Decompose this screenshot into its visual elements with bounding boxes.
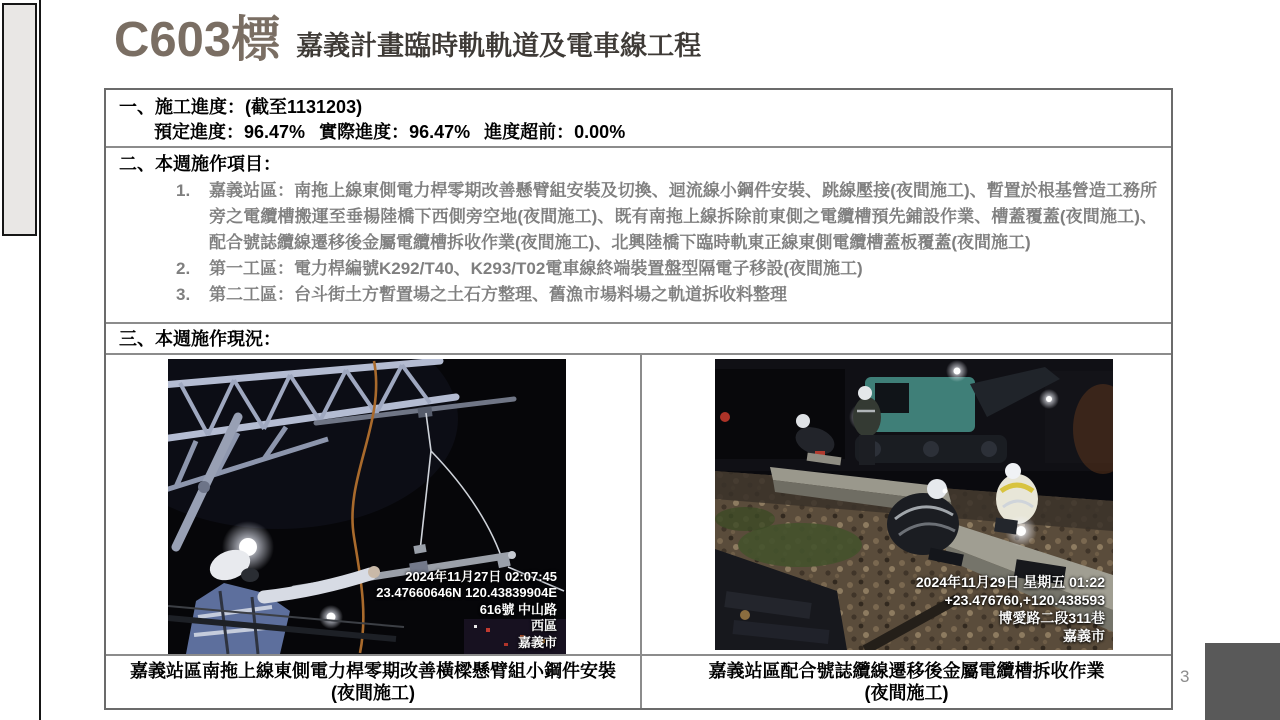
list-item-text: 第一工區：電力桿編號K292/T40、K293/T02電車線終端裝置盤型隔電子移設(夜間施工) [209, 259, 863, 278]
overlay-line: 2024年11月27日 02:07:45 [405, 568, 557, 584]
planned-progress [154, 122, 305, 142]
bid-code: C603標 [114, 13, 281, 67]
section-week-status [106, 324, 1171, 355]
overlay-line: 2024年11月29日 星期五 01:22 [915, 574, 1105, 590]
left-photo [168, 359, 566, 654]
ahead-progress-label: 進度超前： [484, 122, 575, 142]
page-number: 3 [1180, 667, 1190, 686]
photo-cell-right [642, 355, 1171, 654]
list-item-number: 1. [176, 181, 191, 200]
caption-text: 嘉義站區南拖上線東側電力桿零期改善橫樑懸臂組小鋼件安裝 [130, 661, 616, 681]
actual-progress [319, 122, 470, 142]
corner-accent-block [1205, 643, 1280, 720]
progress-values [119, 120, 1161, 145]
ahead-progress [484, 122, 625, 142]
photo-cell-left [106, 355, 642, 654]
section-week-items [106, 148, 1171, 324]
section-progress-heading: 一、施工進度：(截至1131203) [119, 97, 363, 117]
overlay-line: 博愛路二段311巷 [998, 610, 1105, 626]
list-item [176, 256, 1163, 282]
list-item-number: 2. [176, 259, 191, 278]
caption-night-note: (夜間施工) [864, 683, 949, 703]
left-photo-caption [106, 656, 642, 708]
actual-progress-label: 實際進度： [319, 122, 410, 142]
slide-header [114, 13, 702, 67]
right-photo [715, 359, 1113, 650]
caption-night-note: (夜間施工) [331, 683, 415, 703]
content-table [104, 88, 1173, 710]
left-accent-bar [2, 3, 37, 236]
section-progress [106, 90, 1171, 148]
actual-progress-value: 96.47% [409, 122, 471, 142]
planned-progress-label: 預定進度： [154, 122, 244, 142]
right-photo-caption [642, 656, 1171, 708]
list-item [176, 282, 1163, 308]
overlay-line: 西區 [530, 618, 557, 633]
caption-text: 嘉義站區配合號誌纜線遷移後金屬電纜槽拆收作業 [708, 661, 1105, 681]
overlay-line: +23.476760,+120.438593 [944, 592, 1105, 608]
ahead-progress-value: 0.00% [574, 122, 626, 142]
left-photo-timestamp-overlay [376, 569, 557, 652]
photo-row [106, 355, 1171, 656]
planned-progress-value: 96.47% [244, 122, 306, 142]
section-week-items-heading: 二、本週施作項目： [119, 154, 281, 174]
work-item-list [176, 178, 1163, 308]
list-item-number: 3. [176, 285, 191, 304]
overlay-line: 嘉義市 [1063, 628, 1105, 644]
overlay-line: 616號 中山路 [479, 601, 557, 617]
list-item [176, 178, 1163, 256]
list-item-text: 嘉義站區：南拖上線東側電力桿零期改善懸臂組安裝及切換、迴流線小鋼件安裝、跳線壓接(夜間施工)、暫置於根基營造工務所旁之電纜槽搬運至垂楊陸橋下西側旁空地(夜間施工)、既有南拖上線拆除前東側之電纜槽預先鋪設作業、槽蓋覆蓋(夜間施工)、配合號誌纜線遷移後金屬電纜槽拆收作業(夜間施工)、北興陸橋下臨時軌東正線東側電纜槽蓋板覆蓋(夜間施工) [209, 181, 1157, 252]
project-title: 嘉義計畫臨時軌軌道及電車線工程 [296, 31, 702, 61]
list-item-text: 第二工區：台斗街土方暫置場之土石方整理、舊漁市場料場之軌道拆收料整理 [209, 285, 787, 304]
section-week-status-heading: 三、本週施作現況： [119, 329, 281, 349]
caption-row [106, 656, 1171, 708]
overlay-line: 23.47660646N 120.43839904E [376, 585, 557, 600]
right-photo-timestamp-overlay [916, 573, 1105, 645]
overlay-line: 嘉義市 [517, 634, 557, 650]
left-vertical-rule [39, 0, 41, 720]
